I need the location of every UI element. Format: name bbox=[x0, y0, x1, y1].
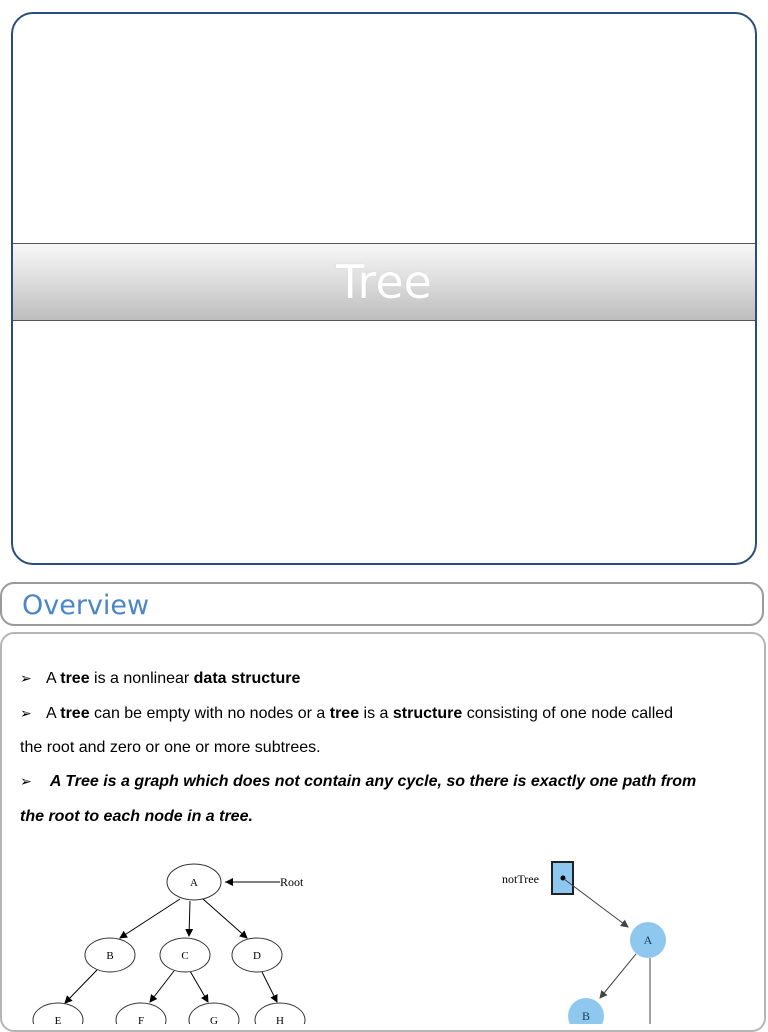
bullet-1: ➢ A tree is a nonlinear data structure bbox=[20, 670, 301, 687]
root-arrow-icon bbox=[225, 878, 233, 886]
root-label: Root bbox=[280, 875, 304, 889]
bullet-arrow-icon: ➢ bbox=[20, 705, 32, 721]
tree-node-label: A bbox=[190, 877, 198, 889]
overview-heading: Overview bbox=[22, 590, 150, 621]
bullet-2-continued: the root and zero or one or more subtrees. bbox=[20, 739, 321, 756]
bullet-2: ➢ A tree can be empty with no nodes or a tree is a structure consisting of one node called bbox=[20, 705, 674, 722]
not-tree-diagram bbox=[480, 850, 700, 1024]
tree-node-label: G bbox=[210, 1015, 218, 1024]
tree-node-label: D bbox=[253, 950, 261, 962]
tree-node-label: B bbox=[106, 950, 114, 962]
pointer-label: notTree bbox=[502, 872, 539, 886]
title-band bbox=[13, 243, 755, 321]
slide-title: Tree bbox=[336, 255, 432, 309]
not-tree-node-label: A bbox=[643, 933, 653, 947]
title-slide bbox=[11, 12, 757, 565]
bullet-3-continued: the root to each node in a tree. bbox=[20, 808, 253, 825]
bullet-arrow-icon: ➢ bbox=[20, 670, 32, 686]
overview-header bbox=[0, 582, 764, 626]
not-tree-node-label: B bbox=[581, 1009, 591, 1023]
bullet-arrow-icon: ➢ bbox=[20, 773, 32, 789]
tree-diagram bbox=[0, 850, 360, 1024]
tree-node-label: E bbox=[54, 1015, 62, 1024]
tree-node-label: C bbox=[181, 950, 189, 962]
tree-node-label: F bbox=[137, 1015, 145, 1024]
bullet-3: ➢ A Tree is a graph which does not contain any cycle, so there is exactly one path from bbox=[20, 773, 697, 790]
tree-node-label: H bbox=[276, 1015, 284, 1024]
